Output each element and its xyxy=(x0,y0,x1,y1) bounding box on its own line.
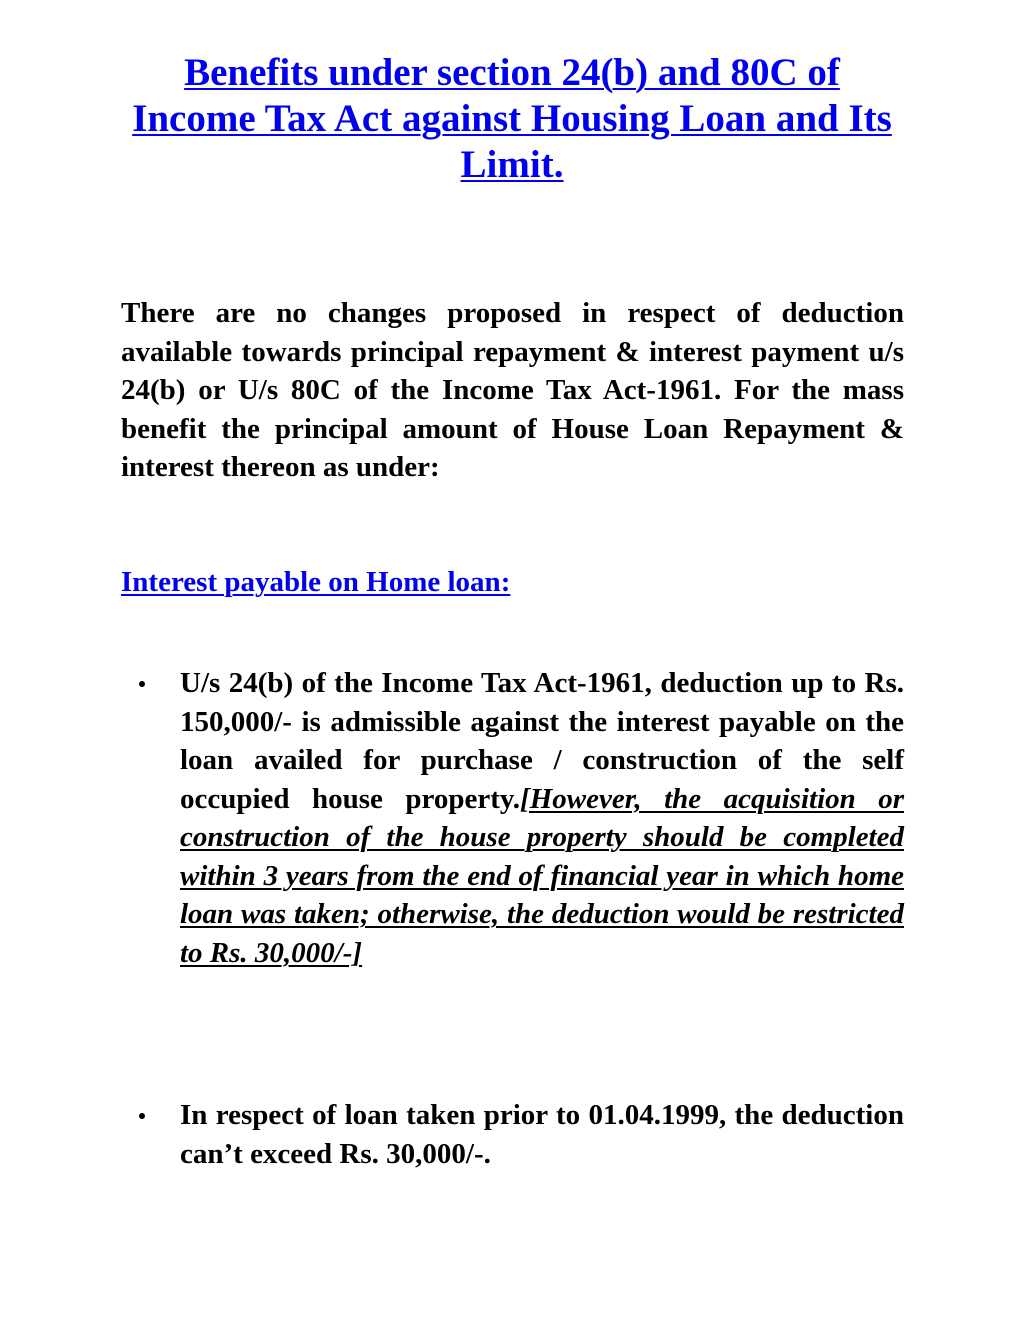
document-title[interactable]: Benefits under section 24(b) and 80C of Income Tax Act against Housing Loan and Its Limit. xyxy=(132,51,892,186)
list-item xyxy=(180,664,904,972)
intro-paragraph: There are no changes proposed in respect of deduction available towards principal repayment & interest payment u/s 24(b) or U/s 80C of the Income Tax Act-1961. For the mass benefit the principal amount of House Loan Repayment & interest thereon as under: xyxy=(121,297,904,483)
section-heading-interest[interactable]: Interest payable on Home loan: xyxy=(121,566,511,598)
bullet-dot-icon xyxy=(139,1113,145,1119)
bullet-text: In respect of loan taken prior to 01.04.1999, the deduction can’t exceed Rs. 30,000/-. xyxy=(180,1099,904,1170)
bullet-text: U/s 24(b) of the Income Tax Act-1961, deduction up to Rs. 150,000/- is admissible against the interest payable on the loan availed for purchase / construction of the self occupied house property. xyxy=(180,667,904,815)
bullet-dot-icon xyxy=(139,681,145,687)
bullet-note: [However, the acquisition or construction of the house property should be completed within 3 years from the end of financial year in which home loan was taken; otherwise, the deduction would be restricted to Rs. 30,000/-] xyxy=(180,782,904,969)
list-item xyxy=(180,1096,904,1173)
